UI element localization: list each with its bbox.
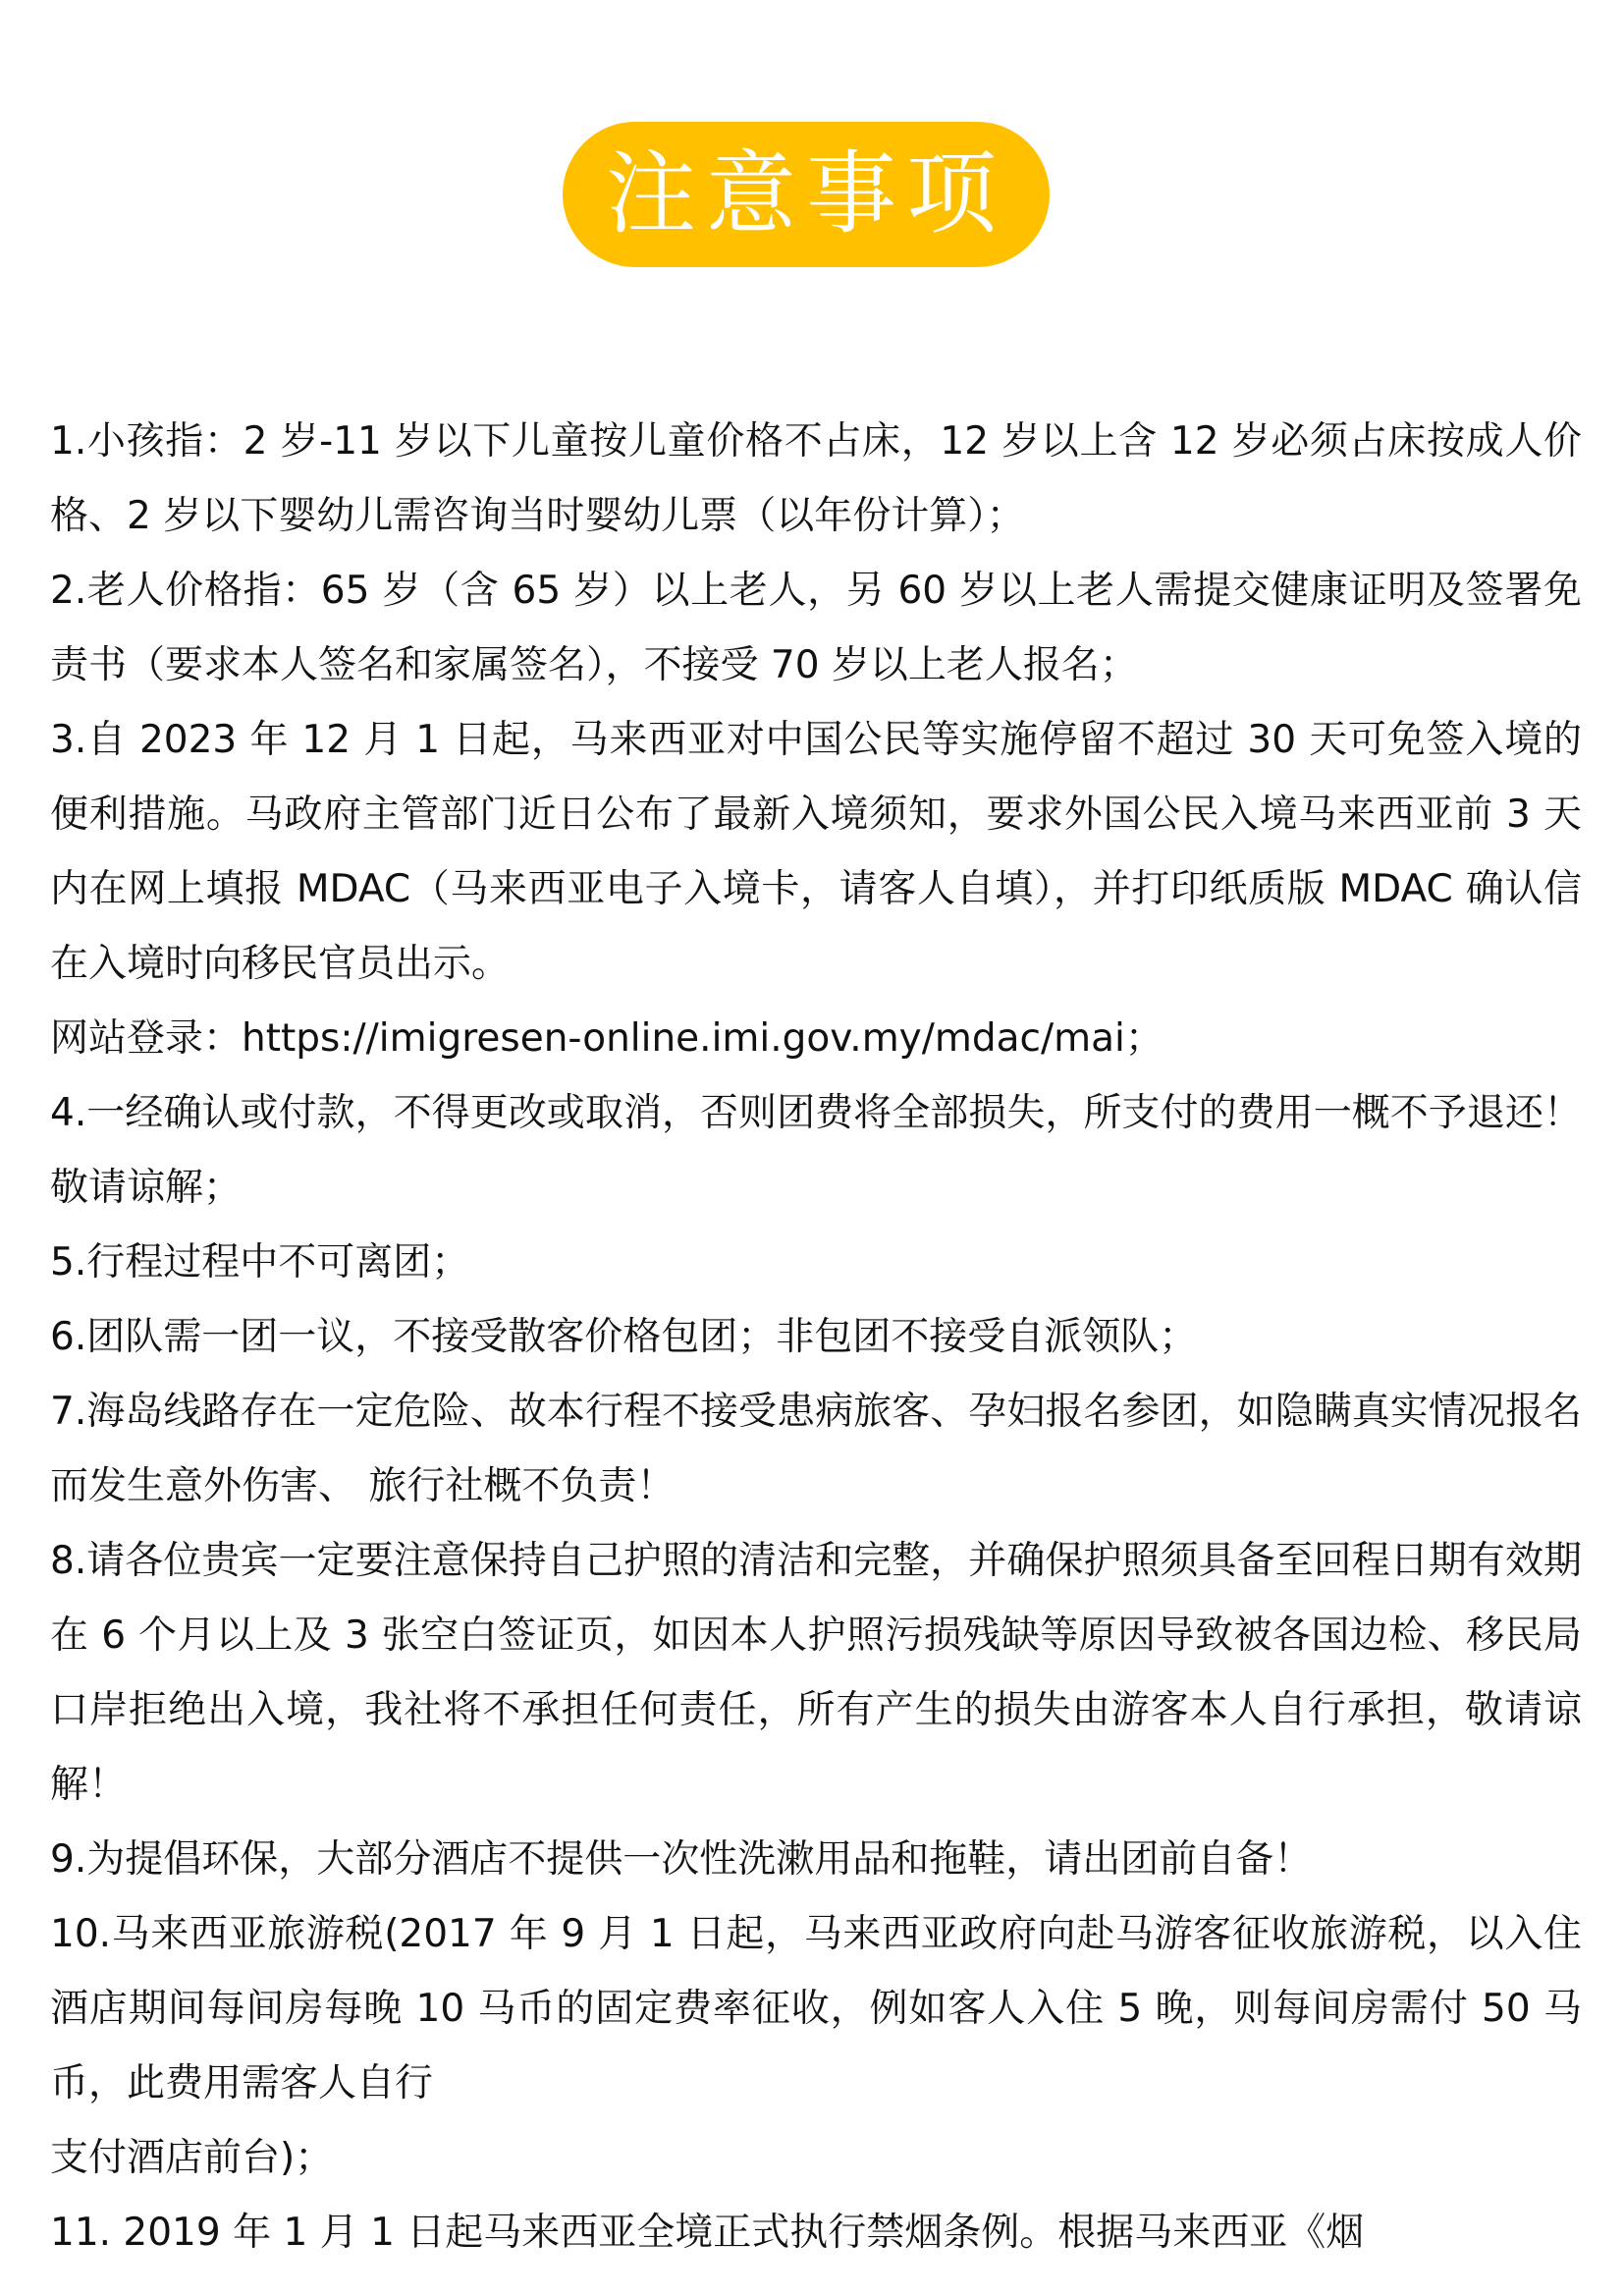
notice-item-7: 7.海岛线路存在一定危险、故本行程不接受患病旅客、孕妇报名参团，如隐瞒真实情况报名而发生意外伤害、 旅行社概不负责！ — [50, 1390, 1582, 1508]
page-title: 注意事项 — [605, 141, 1006, 246]
title-banner — [563, 122, 1050, 267]
notice-item-11: 11. 2019 年 1 月 1 日起马来西亚全境正式执行禁烟条例。根据马来西亚《烟 — [50, 2211, 1365, 2255]
notice-item-6: 6.团队需一团一议，不接受散客价格包团；非包团不接受自派领队； — [50, 1315, 1198, 1359]
notice-item-8: 8.请各位贵宾一定要注意保持自己护照的清洁和完整，并确保护照须具备至回程日期有效期在 6 个月以上及 3 张空白签证页，如因本人护照污损残缺等原因导致被各国边检、移民局口岸拒绝出入境，我社将不承担任何责任，所有产生的损失由游客本人自行承担，敬请谅解！ — [50, 1539, 1582, 1807]
notice-item-5: 5.行程过程中不可离团； — [50, 1240, 470, 1285]
notice-list — [50, 405, 1582, 2270]
notice-item-1: 1.小孩指：2 岁-11 岁以下儿童按儿童价格不占床，12 岁以上含 12 岁必须占床按成人价格、2 岁以下婴幼儿需咨询当时婴幼儿票（以年份计算）； — [50, 419, 1582, 538]
notice-item-10-continued: 支付酒店前台)； — [50, 2136, 334, 2180]
notice-item-4: 4.一经确认或付款，不得更改或取消，否则团费将全部损失，所支付的费用一概不予退还！敬请谅解； — [50, 1091, 1582, 1210]
notice-item-2: 2.老人价格指：65 岁（含 65 岁）以上老人，另 60 岁以上老人需提交健康证明及签署免责书（要求本人签名和家属签名），不接受 70 岁以上老人报名； — [50, 569, 1582, 687]
website-line: 网站登录：https://imigresen-online.imi.gov.my/mdac/mai； — [50, 1016, 1163, 1061]
notice-item-9: 9.为提倡环保，大部分酒店不提供一次性洗漱用品和拖鞋，请出团前自备！ — [50, 1837, 1313, 1882]
notice-item-3: 3.自 2023 年 12 月 1 日起，马来西亚对中国公民等实施停留不超过 30 天可免签入境的便利措施。马政府主管部门近日公布了最新入境须知，要求外国公民入境马来西亚前 3 天内在网上填报 MDAC（马来西亚电子入境卡，请客人自填），并打印纸质版 MDAC 确认信在入境时向移民官员出示。 — [50, 718, 1582, 986]
notice-item-10: 10.马来西亚旅游税(2017 年 9 月 1 日起，马来西亚政府向赴马游客征收旅游税，以入住酒店期间每间房每晚 10 马币的固定费率征收，例如客人入住 5 晚，则每间房需付 50 马币，此费用需客人自行 — [50, 1912, 1582, 2105]
